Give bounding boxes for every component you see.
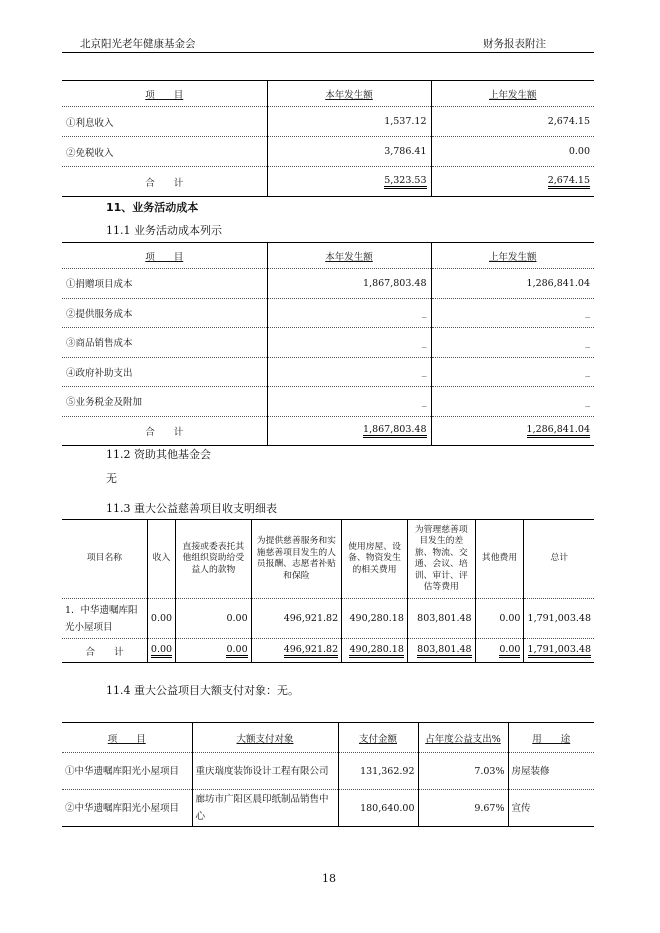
table-row	[62, 137, 594, 167]
col-header: 大额支付对象	[192, 723, 338, 753]
subsection-title: 11.4 重大公益项目大额支付对象：无。	[106, 684, 299, 697]
amount: 131,362.92	[338, 753, 418, 790]
col-header: 项 目	[62, 81, 267, 107]
table-row	[62, 753, 594, 790]
percent: 7.03%	[418, 753, 508, 790]
subsection-text: 无	[106, 472, 117, 485]
total-row	[62, 639, 594, 663]
col-header: 上年发生额	[431, 81, 594, 107]
table-header-row	[62, 243, 594, 269]
header-rule	[62, 52, 594, 53]
col-header: 本年发生额	[267, 243, 431, 269]
table-row	[62, 328, 594, 358]
table-header-row	[62, 723, 594, 753]
total-current-cell	[267, 167, 431, 197]
charity-project-table	[62, 519, 594, 663]
current-value: _	[267, 328, 431, 358]
row-label: ①捐赠项目成本	[62, 269, 267, 299]
col-header: 上年发生额	[431, 243, 594, 269]
total-staff: 496,921.82	[284, 644, 338, 658]
col-header: 项 目	[62, 243, 267, 269]
table-header-row	[62, 81, 594, 107]
total-direct: 0.00	[226, 644, 247, 658]
col-header: 为管理慈善项目发生的差旅、物流、交通、会议、培训、审计、评估等费用	[407, 520, 475, 599]
subsection-title: 11.3 重大公益慈善项目收支明细表	[106, 502, 277, 515]
col-header: 本年发生额	[267, 81, 431, 107]
subsection-title: 11.1 业务活动成本列示	[106, 224, 222, 237]
prior-value: 1,286,841.04	[431, 269, 594, 299]
section-title: 11、业务活动成本	[106, 201, 199, 214]
col-header: 总计	[524, 520, 594, 599]
page-number: 18	[322, 872, 336, 885]
mgmt-value: 803,801.48	[407, 599, 475, 639]
col-header: 项 目	[62, 723, 192, 753]
total-prior: 1,286,841.04	[527, 424, 590, 438]
interest-income-table	[62, 80, 594, 197]
total-row	[62, 167, 594, 197]
project-name: 1．中华遗嘱库阳光小屋项目	[62, 599, 147, 639]
total-mgmt-cell	[407, 639, 475, 663]
prior-value: 0.00	[431, 137, 594, 167]
table-row	[62, 269, 594, 299]
row-label: ①利息收入	[62, 107, 267, 137]
total-label: 合 计	[62, 416, 267, 446]
total-direct-cell	[176, 639, 252, 663]
use: 宣传	[508, 790, 594, 827]
amount: 180,640.00	[338, 790, 418, 827]
total-total: 1,791,003.48	[528, 644, 591, 658]
total-current: 1,867,803.48	[363, 424, 426, 438]
col-header: 用 途	[508, 723, 594, 753]
col-header: 直接或委表托其他组织资助给受益人的款物	[176, 520, 252, 599]
payee: 重庆瑞度装饰设计工程有限公司	[192, 753, 338, 790]
total-current-cell	[267, 416, 431, 446]
col-header: 项目名称	[62, 520, 147, 599]
prior-value: _	[431, 328, 594, 358]
use: 房屋装修	[508, 753, 594, 790]
total-total-cell	[524, 639, 594, 663]
col-header: 占年度公益支出%	[418, 723, 508, 753]
col-header: 使用房屋、设备、物资发生的相关费用	[342, 520, 408, 599]
income-value: 0.00	[147, 599, 175, 639]
subsection-title: 11.2 资助其他基金会	[106, 448, 211, 461]
total-row	[62, 416, 594, 446]
prior-value: _	[431, 298, 594, 328]
business-cost-table	[62, 242, 594, 446]
total-label: 合 计	[62, 167, 267, 197]
current-value: 3,786.41	[267, 137, 431, 167]
equip-value: 490,280.18	[342, 599, 408, 639]
col-header: 其他费用	[475, 520, 524, 599]
prior-value: _	[431, 387, 594, 417]
row-label: ②提供服务成本	[62, 298, 267, 328]
total-other: 0.00	[499, 644, 520, 658]
payee: 廊坊市广阳区晨印纸制品销售中心	[192, 790, 338, 827]
row-label: ④政府补助支出	[62, 357, 267, 387]
percent: 9.67%	[418, 790, 508, 827]
total-mgmt: 803,801.48	[417, 644, 471, 658]
total-income-cell	[147, 639, 175, 663]
total-value: 1,791,003.48	[524, 599, 594, 639]
total-prior-cell	[431, 416, 594, 446]
direct-value: 0.00	[176, 599, 252, 639]
prior-value: 2,674.15	[431, 107, 594, 137]
table-row	[62, 599, 594, 639]
table-row	[62, 790, 594, 827]
other-value: 0.00	[475, 599, 524, 639]
total-equip: 490,280.18	[349, 644, 403, 658]
table-row	[62, 357, 594, 387]
staff-value: 496,921.82	[251, 599, 342, 639]
header-doc-title: 财务报表附注	[483, 38, 546, 50]
row-label: ③商品销售成本	[62, 328, 267, 358]
current-value: _	[267, 357, 431, 387]
total-equip-cell	[342, 639, 408, 663]
total-prior-cell	[431, 167, 594, 197]
header-org: 北京阳光老年健康基金会	[80, 38, 196, 50]
current-value: _	[267, 387, 431, 417]
col-header: 支付金额	[338, 723, 418, 753]
col-header: 为提供慈善服务和实施慈善项目发生的人员报酬、志愿者补贴和保险	[251, 520, 342, 599]
row-label: ①中华遗嘱库阳光小屋项目	[62, 753, 192, 790]
col-header: 收入	[147, 520, 175, 599]
table-row	[62, 298, 594, 328]
total-other-cell	[475, 639, 524, 663]
current-value: 1,867,803.48	[267, 269, 431, 299]
prior-value: _	[431, 357, 594, 387]
row-label: ⑤业务税金及附加	[62, 387, 267, 417]
total-staff-cell	[251, 639, 342, 663]
total-prior: 2,674.15	[548, 175, 590, 189]
table-header-row	[62, 520, 594, 599]
current-value: 1,537.12	[267, 107, 431, 137]
row-label: ②免税收入	[62, 137, 267, 167]
current-value: _	[267, 298, 431, 328]
total-income: 0.00	[151, 644, 172, 658]
total-current: 5,323.53	[384, 175, 426, 189]
total-label: 合 计	[62, 639, 147, 663]
table-row	[62, 107, 594, 137]
row-label: ②中华遗嘱库阳光小屋项目	[62, 790, 192, 827]
large-payment-table	[62, 722, 594, 827]
table-row	[62, 387, 594, 417]
